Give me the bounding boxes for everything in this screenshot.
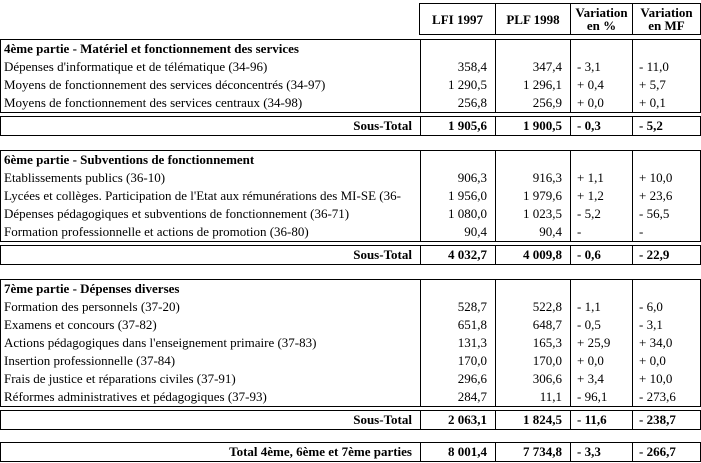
table-row: [1, 187, 700, 205]
table-row: [1, 352, 700, 370]
empty-cell: [570, 151, 632, 169]
empty-cell: [495, 40, 570, 58]
lfi-value: 651,8: [420, 316, 495, 334]
subtotal-label: Sous-Total: [353, 118, 412, 133]
subtotal-row-6eme: [0, 245, 701, 265]
row-label: Examens et concours (37-82): [4, 317, 157, 332]
lfi-value: 358,4: [420, 58, 495, 76]
table-row: [1, 76, 700, 94]
section-6eme-partie: [0, 150, 701, 242]
empty-cell: [495, 280, 570, 298]
variation-pct-value: + 3,4: [570, 370, 632, 388]
empty-cell: [420, 280, 495, 298]
plf-value: 648,7: [495, 316, 570, 334]
row-label: Formation professionnelle et actions de promotion (36-80): [4, 224, 309, 239]
table-row: [1, 316, 700, 334]
plf-value: 916,3: [495, 169, 570, 187]
section-title-row: [1, 151, 700, 169]
subtotal-variation-mf-value: - 5,2: [632, 117, 700, 135]
table-row: [1, 169, 700, 187]
variation-mf-value: + 23,6: [632, 187, 700, 205]
lfi-value: 256,8: [420, 94, 495, 112]
lfi-value: 296,6: [420, 370, 495, 388]
empty-cell: [420, 151, 495, 169]
plf-value: 11,1: [495, 388, 570, 406]
variation-pct-value: + 0,4: [570, 76, 632, 94]
row-label: Dépenses pédagogiques et subventions de fonctionnement (36-71): [4, 206, 350, 221]
variation-pct-value: - 5,2: [570, 205, 632, 223]
lfi-value: 170,0: [420, 352, 495, 370]
row-label: Lycées et collèges. Participation de l'Etat aux rémunérations des MI-SE (36-: [4, 188, 401, 203]
lfi-value: 528,7: [420, 298, 495, 316]
empty-cell: [632, 151, 700, 169]
column-header-variation-mf: Variation en MF: [632, 4, 700, 34]
table-row: [1, 223, 700, 241]
section-4eme-partie: [0, 39, 701, 113]
section-title-row: [1, 280, 700, 298]
subtotal-variation-pct-value: - 0,6: [570, 246, 632, 264]
subtotal-row-7eme: [0, 410, 701, 430]
row-label: Insertion professionnelle (37-84): [4, 353, 176, 368]
subtotal-label: Sous-Total: [353, 247, 412, 262]
empty-cell: [570, 40, 632, 58]
variation-mf-value: + 10,0: [632, 370, 700, 388]
variation-pct-value: + 0,0: [570, 352, 632, 370]
grand-total-row: [0, 442, 701, 462]
section-title-row: [1, 40, 700, 58]
row-label: Formation des personnels (37-20): [4, 299, 180, 314]
row-label: Actions pédagogiques dans l'enseignement primaire (37-83): [4, 335, 317, 350]
subtotal-plf-value: 4 009,8: [495, 246, 570, 264]
row-label: Etablissements publics (36-10): [4, 170, 166, 185]
variation-pct-value: - 3,1: [570, 58, 632, 76]
variation-pct-value: -: [570, 223, 632, 241]
variation-pct-value: + 1,2: [570, 187, 632, 205]
column-header-lfi: LFI 1997: [432, 11, 483, 27]
empty-cell: [420, 40, 495, 58]
section-title: 4ème partie - Matériel et fonctionnement des services: [4, 41, 299, 56]
total-variation-mf-value: - 266,7: [632, 443, 700, 461]
plf-value: 522,8: [495, 298, 570, 316]
row-label: Réformes administratives et pédagogiques (37-93): [4, 389, 267, 404]
variation-mf-value: - 11,0: [632, 58, 700, 76]
row-label: Frais de justice et réparations civiles (37-91): [4, 371, 236, 386]
variation-mf-value: - 3,1: [632, 316, 700, 334]
variation-pct-value: - 96,1: [570, 388, 632, 406]
plf-value: 306,6: [495, 370, 570, 388]
plf-value: 1 296,1: [495, 76, 570, 94]
subtotal-lfi-value: 2 063,1: [420, 411, 495, 429]
row-label: Moyens de fonctionnement des services déconcentrés (34-97): [4, 77, 326, 92]
variation-mf-value: - 56,5: [632, 205, 700, 223]
plf-value: 170,0: [495, 352, 570, 370]
total-variation-pct-value: - 3,3: [570, 443, 632, 461]
lfi-value: 90,4: [420, 223, 495, 241]
plf-value: 165,3: [495, 334, 570, 352]
section-title: 7ème partie - Dépenses diverses: [4, 281, 180, 296]
lfi-value: 1 290,5: [420, 76, 495, 94]
variation-mf-value: + 10,0: [632, 169, 700, 187]
row-label: Dépenses d'informatique et de télématique (34-96): [4, 59, 268, 74]
subtotal-label: Sous-Total: [353, 412, 412, 427]
section-title: 6ème partie - Subventions de fonctionnement: [4, 152, 255, 167]
plf-value: 90,4: [495, 223, 570, 241]
lfi-value: 284,7: [420, 388, 495, 406]
empty-cell: [632, 280, 700, 298]
table-row: [1, 205, 700, 223]
subtotal-variation-pct-value: - 11,6: [570, 411, 632, 429]
plf-value: 347,4: [495, 58, 570, 76]
variation-mf-value: + 0,1: [632, 94, 700, 112]
subtotal-lfi-value: 1 905,6: [420, 117, 495, 135]
plf-value: 1 023,5: [495, 205, 570, 223]
plf-value: 1 979,6: [495, 187, 570, 205]
variation-mf-value: + 34,0: [632, 334, 700, 352]
empty-cell: [632, 40, 700, 58]
variation-pct-value: - 0,5: [570, 316, 632, 334]
variation-mf-value: - 273,6: [632, 388, 700, 406]
variation-pct-value: - 1,1: [570, 298, 632, 316]
lfi-value: 1 956,0: [420, 187, 495, 205]
subtotal-plf-value: 1 900,5: [495, 117, 570, 135]
total-label: Total 4ème, 6ème et 7ème parties: [229, 444, 412, 459]
subtotal-lfi-value: 4 032,7: [420, 246, 495, 264]
variation-pct-value: + 1,1: [570, 169, 632, 187]
table-row: [1, 370, 700, 388]
variation-mf-value: -: [632, 223, 700, 241]
subtotal-variation-mf-value: - 238,7: [632, 411, 700, 429]
variation-pct-value: + 0,0: [570, 94, 632, 112]
plf-value: 256,9: [495, 94, 570, 112]
total-plf-value: 7 734,8: [495, 443, 570, 461]
table-header: [419, 3, 701, 35]
subtotal-variation-pct-value: - 0,3: [570, 117, 632, 135]
lfi-value: 906,3: [420, 169, 495, 187]
row-label: Moyens de fonctionnement des services centraux (34-98): [4, 95, 303, 110]
empty-cell: [495, 151, 570, 169]
variation-mf-value: + 0,0: [632, 352, 700, 370]
variation-pct-value: + 25,9: [570, 334, 632, 352]
column-header-plf: PLF 1998: [495, 4, 570, 34]
variation-mf-value: - 6,0: [632, 298, 700, 316]
table-row: [1, 298, 700, 316]
table-row: [1, 388, 700, 406]
subtotal-row-4eme: [0, 116, 701, 136]
section-7eme-partie: [0, 279, 701, 407]
subtotal-variation-mf-value: - 22,9: [632, 246, 700, 264]
column-header-variation-pct: Variation en %: [570, 4, 632, 34]
variation-mf-value: + 5,7: [632, 76, 700, 94]
total-lfi-value: 8 001,4: [420, 443, 495, 461]
table-row: [1, 334, 700, 352]
empty-cell: [570, 280, 632, 298]
table-row: [1, 94, 700, 112]
lfi-value: 131,3: [420, 334, 495, 352]
lfi-value: 1 080,0: [420, 205, 495, 223]
table-row: [1, 58, 700, 76]
subtotal-plf-value: 1 824,5: [495, 411, 570, 429]
